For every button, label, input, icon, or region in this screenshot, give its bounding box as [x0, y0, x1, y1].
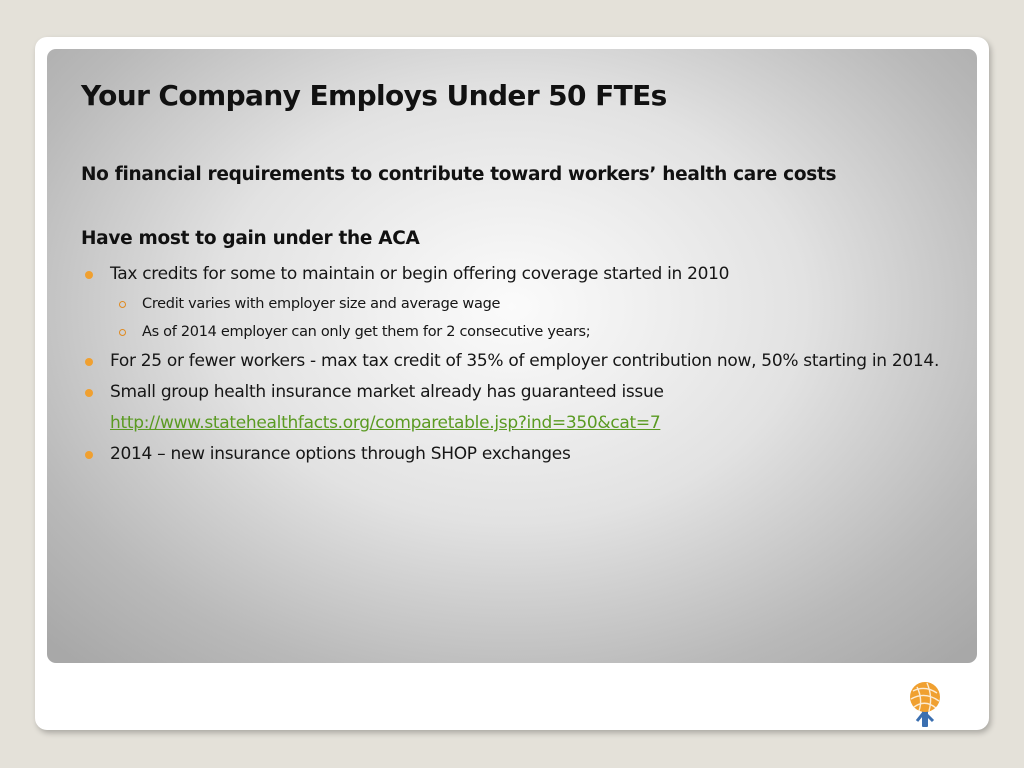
- sub-bullet-item: [110, 290, 961, 318]
- content-panel: [47, 49, 977, 663]
- bullet-item: [81, 346, 961, 377]
- tree-logo-icon: [905, 681, 945, 729]
- bullet-item: [81, 377, 961, 439]
- sub-bullet-list: [110, 290, 961, 346]
- sub-bullet-ring-icon: [119, 301, 126, 308]
- sub-bullet-text: As of 2014 employer can only get them for 2 consecutive years;: [142, 324, 591, 340]
- bullet-text: Tax credits for some to maintain or begin offering coverage started in 2010: [110, 264, 730, 284]
- sub-bullet-item: [110, 318, 961, 346]
- sub-bullet-text: Credit varies with employer size and average wage: [142, 296, 501, 312]
- bullet-text: Small group health insurance market already has guaranteed issue: [110, 382, 664, 402]
- statehealthfacts-link[interactable]: http://www.statehealthfacts.org/comparetable.jsp?ind=350&cat=7: [110, 413, 661, 433]
- bullet-text: For 25 or fewer workers - max tax credit of 35% of employer contribution now, 50% starting in 2014.: [110, 351, 940, 371]
- subheading-financial: No financial requirements to contribute toward workers’ health care costs: [81, 164, 837, 185]
- bullet-text: 2014 – new insurance options through SHOP exchanges: [110, 444, 571, 464]
- subheading-aca: Have most to gain under the ACA: [81, 228, 420, 249]
- bullet-dot-icon: [85, 358, 93, 366]
- sub-bullet-ring-icon: [119, 329, 126, 336]
- bullet-item: [81, 259, 961, 346]
- bullet-item: [81, 439, 961, 470]
- slide-frame: [35, 37, 989, 730]
- bullet-dot-icon: [85, 389, 93, 397]
- bullet-dot-icon: [85, 451, 93, 459]
- bullet-list: [81, 259, 961, 470]
- bullet-dot-icon: [85, 271, 93, 279]
- slide-title: Your Company Employs Under 50 FTEs: [81, 79, 667, 112]
